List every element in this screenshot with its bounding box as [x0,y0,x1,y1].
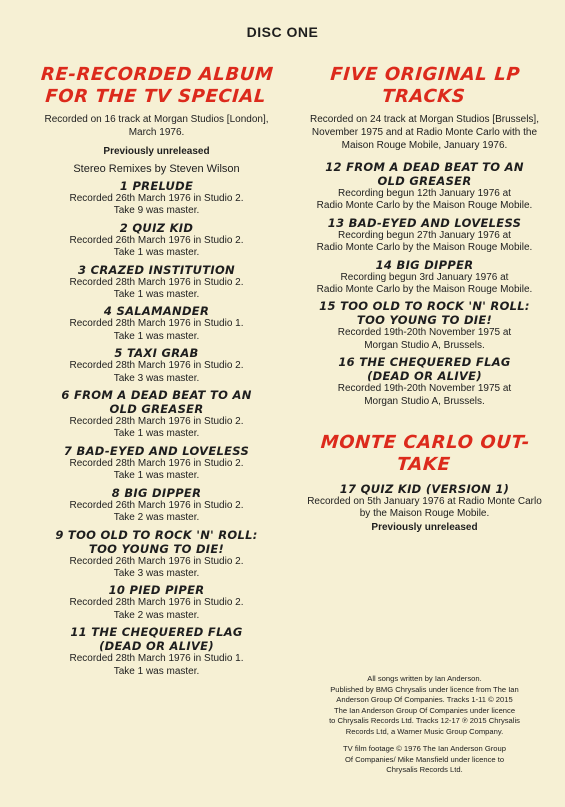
track-entry [28,583,285,622]
track-detail: Recorded 26th March 1976 in Studio 2. [69,193,244,204]
intro-line: Recorded on 24 track at Morgan Studios [Brussels], [309,114,539,125]
intro-line: Recorded on 16 track at Morgan Studios [London], [44,114,269,125]
track-entry [296,160,553,213]
track-title: 2 QUIZ KID [119,220,194,235]
credits-line: to Chrysalis Records Ltd. Tracks 12-17 ℗ 2015 Chrysalis [329,716,520,725]
track-entry [28,304,285,343]
credits-line: Published by BMG Chrysalis under licence from The Ian [330,684,519,694]
track-detail: Radio Monte Carlo by the Maison Rouge Mobile. [316,242,533,254]
track-title: 11 THE CHEQUERED FLAG [70,625,243,640]
credits-line: Of Companies/ Mike Mansfield under licence to [344,754,505,764]
credits-block [296,674,553,783]
track-detail: Radio Monte Carlo by the Maison Rouge Mobile. [316,200,533,212]
track-detail: Recording begun 12th January 1976 at [338,188,511,199]
credits-line: The Ian Anderson Group Of Companies under licence [333,705,516,715]
section-heading-line: RE-RECORDED ALBUM [40,64,275,85]
track-detail: Recording begun 27th January 1976 at [338,229,511,241]
track-entry [28,486,285,525]
track-detail: Recording begun 3rd January 1976 at [340,271,509,283]
unreleased-note: Previously unreleased [103,146,210,157]
track-entry [28,388,285,441]
track-entry [28,221,285,260]
track-title: 16 THE CHEQUERED FLAG [338,355,511,370]
track-detail: Take 1 was master. [113,428,200,440]
track-title: 8 BIG DIPPER [111,485,202,500]
track-detail: Recorded 19th-20th November 1975 at [337,383,512,395]
track-entry [28,528,285,581]
section-intro [296,113,553,152]
track-title: TOO YOUNG TO DIE! [88,541,225,556]
credits-line: Records Ltd, a Warner Music Group Company. [345,726,504,736]
credits-paragraph [296,674,553,737]
track-detail: Take 1 was master. [113,330,200,342]
track-entry [296,482,553,534]
track-detail: Recorded 26th March 1976 in Studio 2. [69,499,244,511]
remix-credit: Stereo Remixes by Steven Wilson [73,163,240,175]
section-intro [28,113,285,139]
track-title: 9 TOO OLD TO ROCK 'N' ROLL: [55,527,258,542]
track-list-left [28,179,285,678]
intro-line: Maison Rouge Mobile, January 1976. [341,140,508,151]
track-detail: Take 1 was master. [113,247,200,259]
track-detail: Recorded 28th March 1976 in Studio 2. [69,597,244,609]
track-detail: Morgan Studio A, Brussels. [364,395,485,407]
track-detail: Take 3 was master. [113,372,200,384]
track-detail: Recorded 28th March 1976 in Studio 1. [69,318,244,330]
track-detail: Morgan Studio A, Brussels. [364,339,485,351]
left-column [28,64,285,678]
track-title: 12 FROM A DEAD BEAT TO AN [325,160,524,174]
intro-line: November 1975 and at Radio Monte Carlo with the [311,127,538,138]
track-detail: Take 2 was master. [113,512,200,524]
credits-line: Anderson Group Of Companies. Tracks 1-11 © 2015 [336,695,513,704]
track-title: (DEAD OR ALIVE) [367,369,482,384]
track-entry [296,355,553,408]
track-entry [28,179,285,218]
track-detail: Recorded 28th March 1976 in Studio 2. [69,457,244,469]
track-detail: Recorded 28th March 1976 in Studio 1. [69,653,244,665]
track-detail: Take 3 was master. [113,567,200,579]
track-detail: Take 2 was master. [113,609,200,621]
section-heading-outtake: MONTE CARLO OUT-TAKE [319,432,531,476]
unreleased-note: Previously unreleased [371,521,478,533]
credits-line: Chrysalis Records Ltd. [386,765,463,774]
track-title: 5 TAXI GRAB [114,346,199,361]
section-heading-line: FOR THE TV SPECIAL [44,86,267,107]
track-detail: Take 1 was master. [113,470,200,482]
track-detail: Recorded 19th-20th November 1975 at [337,327,512,339]
track-title: OLD GREASER [109,402,204,417]
track-detail: Radio Monte Carlo by the Maison Rouge Mobile. [316,284,533,296]
track-entry [28,263,285,302]
track-detail: by the Maison Rouge Mobile. [359,508,490,520]
track-entry [28,346,285,385]
right-column [296,64,553,534]
section-heading-original-lp: FIVE ORIGINAL LP TRACKS [329,64,521,107]
track-entry [296,299,553,352]
track-detail: Take 1 was master. [113,665,200,677]
track-title: 10 PIED PIPER [108,583,205,598]
track-entry [296,216,553,255]
credits-line: TV film footage © 1976 The Ian Anderson Group [343,744,506,753]
track-title: 6 FROM A DEAD BEAT TO AN [61,388,252,403]
track-detail: Recorded 26th March 1976 in Studio 2. [69,555,244,567]
track-title: 1 PRELUDE [119,179,194,193]
track-title: 7 BAD-EYED AND LOVELESS [63,443,250,458]
track-list-right [296,160,553,408]
credits-paragraph [296,744,553,776]
track-title: 14 BIG DIPPER [375,257,474,272]
track-title: 15 TOO OLD TO ROCK 'N' ROLL: [319,299,530,314]
section-heading-rerecorded [26,64,286,108]
track-detail: Recorded 28th March 1976 in Studio 2. [69,416,244,428]
page-title: DISC ONE [246,24,319,40]
track-title: 4 SALAMANDER [103,304,210,319]
track-entry [28,444,285,483]
track-detail: Recorded on 5th January 1976 at Radio Monte Carlo [307,496,542,508]
track-title: (DEAD OR ALIVE) [99,639,214,654]
track-detail: Recorded 26th March 1976 in Studio 2. [69,234,244,246]
track-title: OLD GREASER [377,174,472,188]
credits-line: All songs written by Ian Anderson. [367,674,482,683]
track-entry [28,625,285,678]
track-detail: Recorded 28th March 1976 in Studio 2. [69,276,244,288]
track-title: 17 QUIZ KID (VERSION 1) [339,482,510,497]
intro-line: March 1976. [128,127,185,138]
track-title: TOO YOUNG TO DIE! [356,313,493,328]
track-entry [296,258,553,297]
track-detail: Take 9 was master. [113,205,200,217]
track-title: 13 BAD-EYED AND LOVELESS [327,215,522,230]
track-detail: Take 1 was master. [113,289,200,301]
track-detail: Recorded 28th March 1976 in Studio 2. [69,360,244,372]
track-title: 3 CRAZED INSTITUTION [78,262,235,277]
